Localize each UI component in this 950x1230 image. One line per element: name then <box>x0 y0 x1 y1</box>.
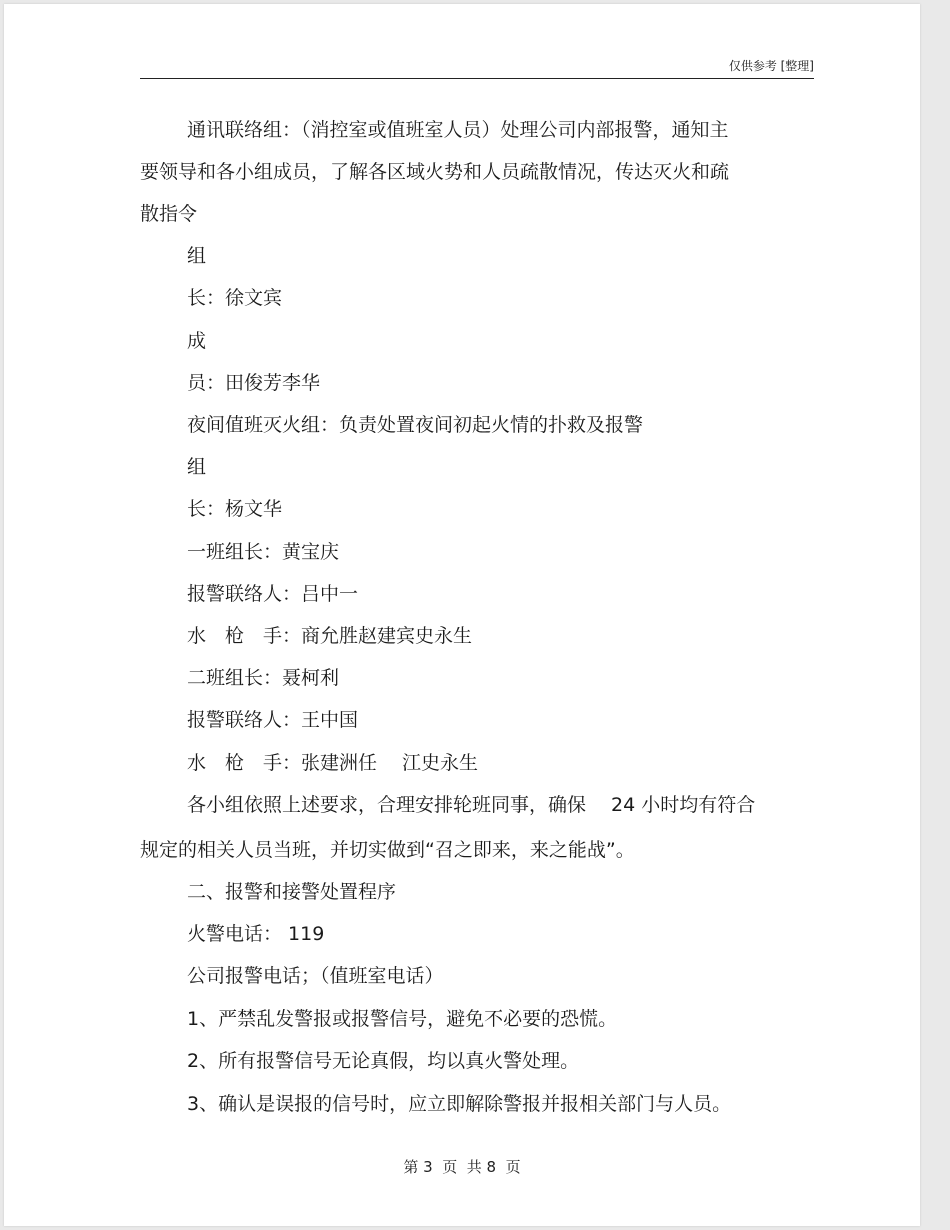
text-line: 二、报警和接警处置程序 <box>187 881 397 903</box>
text-line: 公司报警电话；（值班室电话） <box>187 965 444 987</box>
text-line: 长：徐文宾 <box>187 287 283 309</box>
page-header: 仅供参考 [整理] <box>140 58 814 79</box>
text-line: 火警电话： 119 <box>187 923 325 945</box>
text-line: 长：杨文华 <box>187 498 283 520</box>
text-line: 报警联络人：王中国 <box>187 709 359 731</box>
text-line: 成 <box>187 330 207 352</box>
text-line: 通讯联络组：（消控室或值班室人员）处理公司内部报警，通知主 <box>187 119 729 141</box>
text-line: 3、确认是误报的信号时，应立即解除警报并报相关部门与人员。 <box>187 1093 732 1115</box>
text-line: 水 枪 手：张建洲任 江史永生 <box>187 752 479 774</box>
text-line: 1、严禁乱发警报或报警信号，避免不必要的恐慌。 <box>187 1008 618 1030</box>
text-line: 组 <box>187 456 207 478</box>
text-line: 水 枪 手：商允胜赵建宾史永生 <box>187 625 473 647</box>
text-line: 夜间值班灭火组：负责处置夜间初起火情的扑救及报警 <box>187 414 644 436</box>
document-page <box>4 4 920 1226</box>
text-line: 员：田俊芳李华 <box>187 372 321 394</box>
text-line: 2、所有报警信号无论真假，均以真火警处理。 <box>187 1050 580 1072</box>
text-line: 二班组长：聂柯利 <box>187 667 340 689</box>
text-line: 散指令 <box>140 203 198 225</box>
text-line: 组 <box>187 245 207 267</box>
text-line: 各小组依照上述要求，合理安排轮班同事，确保 24 小时均有符合 <box>187 794 756 816</box>
text-line: 要领导和各小组成员，了解各区域火势和人员疏散情况，传达灭火和疏 <box>140 161 730 183</box>
text-line: 报警联络人：吕中一 <box>187 583 359 605</box>
text-line: 一班组长：黄宝庆 <box>187 541 340 563</box>
text-line: 规定的相关人员当班，并切实做到“召之即来，来之能战”。 <box>140 839 635 861</box>
page-footer: 第 3 页 共 8 页 <box>403 1158 521 1176</box>
